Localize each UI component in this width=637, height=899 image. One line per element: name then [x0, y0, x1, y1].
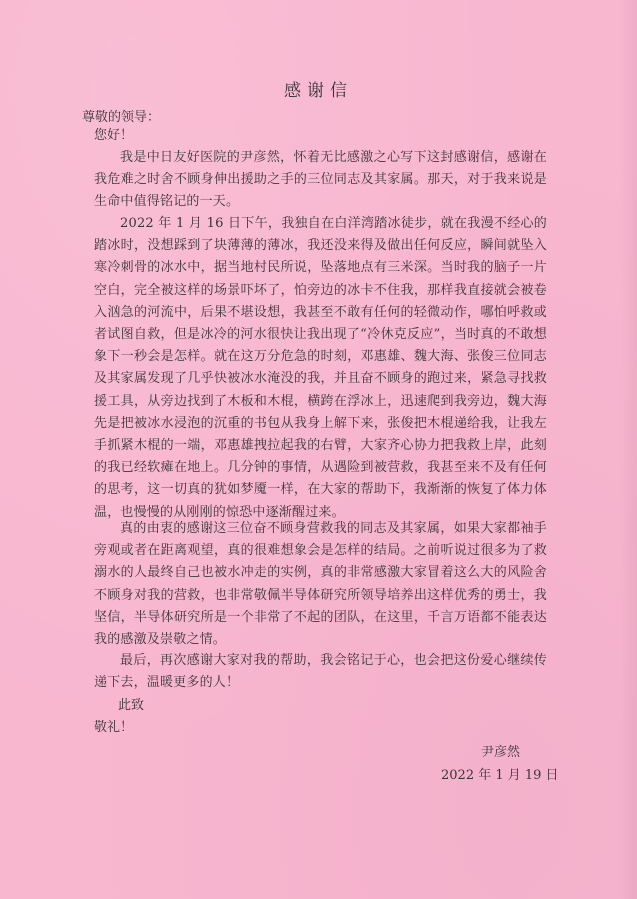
letter-title: 感谢信	[284, 81, 353, 101]
paragraph-intro: 我是中日友好医院的尹彦然，怀着无比感激之心写下这封感谢信，感谢在我危难之时舍不顾身伸出援助之手的三位同志及其家属。那天，对于我来说是生命中值得铭记的一天。	[94, 150, 547, 210]
salutation: 尊敬的领导：	[82, 110, 161, 125]
letter-date: 2022 年 1 月 19 日	[441, 768, 559, 783]
page-edge-shadow	[619, 0, 637, 899]
paragraph-gratitude: 真的由衷的感谢这三位奋不顾身营救我的同志及其家属，如果大家都袖手旁观或者在距离观望，真的很难想象会是怎样的结局。之前听说过很多为了救溺水的人最终自己也被水冲走的实例，真的非常感激大家冒着这么大的风险舍不顾身对我的营救，也非常敬佩半导体研究所领导培养出这样优秀的勇士，我坚信，半导体研究所是一个非常了不起的团队，在这里，千言万语都不能表达我的感激及崇敬之情。	[94, 521, 547, 648]
paragraph-incident: 2022 年 1 月 16 日下午，我独自在白洋湾踏冰徒步，就在我漫不经心的踏冰时，没想踩到了块薄薄的薄冰，我还没来得及做出任何反应，瞬间就坠入寒冷刺骨的冰水中，据当地村民所说，坠落地点有三米深。当时我的脑子一片空白，完全被这样的场景吓坏了，怕旁边的冰卡不住我，那样我直接就会被卷入汹急的河流中，后果不堪设想，我甚至不敢有任何的轻微动作，哪怕呼救或者试图自救，但是冰冷的河水很快让我出现了“冷休克反应”，当时真的不敢想象下一秒会是怎样。就在这万分危急的时刻，邓惠雄、魏大海、张俊三位同志及其家属发现了几乎快被冰水淹没的我，并且奋不顾身的跑过来，紧急寻找救援工具，从旁边找到了木板和木棍，横跨在浮冰上，迅速爬到我旁边，魏大海先是把被冰水浸泡的沉重的书包从我身上解下来，张俊把木棍递给我，让我左手抓紧木棍的一端，邓惠雄拽拉起我的右臂，大家齐心协力把我救上岸，此刻的我已经软瘫在地上。几分钟的事情，从遇险到被营救，我甚至来不及有任何的思考，这一切真的犹如梦魇一样，在大家的帮助下，我渐渐的恢复了体力体温，也慢慢的从刚刚的惊恐中逐渐醒过来。	[94, 216, 547, 520]
paragraph-closing: 最后，再次感谢大家对我的帮助，我会铭记于心，也会把这份爱心继续传递下去，温暖更多的人！	[94, 653, 547, 691]
greeting: 您好！	[94, 128, 134, 143]
signature: 尹彦然	[481, 745, 521, 760]
closing-ci-zhi: 此致	[118, 698, 145, 713]
closing-jing-li: 敬礼！	[94, 720, 134, 735]
